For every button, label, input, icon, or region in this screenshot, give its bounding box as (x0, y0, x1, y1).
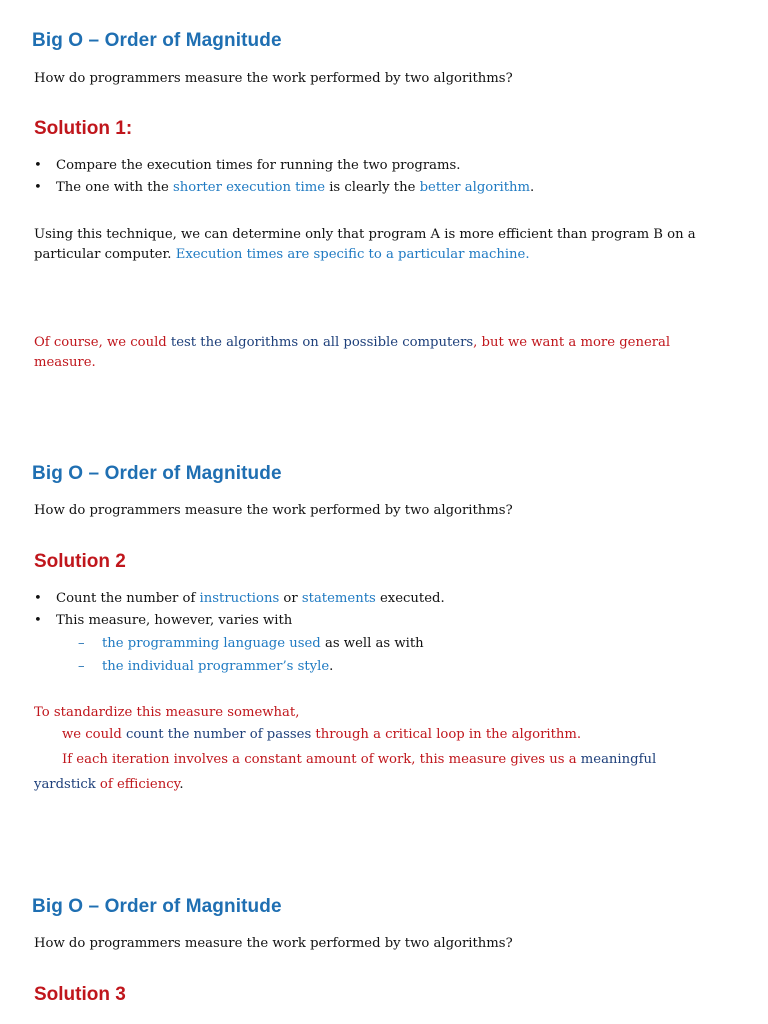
slide3-question: How do programmers measure the work performed by two algorithms? (34, 936, 513, 951)
dash-glyph: – (78, 659, 85, 674)
highlight-count-passes: count the number of passes (125, 727, 312, 742)
slide2-standardize-line-4 (34, 775, 724, 795)
slide1-title: Big O – Order of Magnitude (32, 30, 282, 51)
highlight-statements: statements (301, 591, 376, 606)
slide2-title: Big O – Order of Magnitude (32, 463, 282, 484)
slide2-bullet-1 (34, 591, 734, 606)
paragraph-text: Of course, we could (34, 335, 171, 350)
highlight-programming-language: the programming language used (102, 636, 321, 651)
bullet-text: is clearly the (325, 180, 420, 195)
bullet-text: This measure, however, varies with (56, 613, 293, 628)
dash-glyph: – (78, 636, 85, 651)
paragraph-text: through a critical loop in the algorithm. (311, 727, 582, 742)
highlight-meaningful: meaningful (580, 752, 657, 767)
bullet-text: executed. (375, 591, 445, 606)
highlight-yardstick: yardstick (34, 777, 96, 792)
slide2-solution-heading: Solution 2 (34, 551, 126, 572)
slide3-solution-heading: Solution 3 (34, 984, 126, 1005)
slide1-paragraph-2 (34, 333, 724, 373)
highlight-test-algorithms: test the algorithms on all possible computers (170, 335, 474, 350)
subbullet-text: . (329, 659, 334, 674)
bullet-text: Compare the execution times for running the two programs. (56, 158, 461, 173)
slide2-standardize-line-3 (62, 750, 752, 770)
slide1-solution-heading: Solution 1: (34, 118, 133, 139)
slide1-paragraph-1 (34, 225, 724, 265)
paragraph-text: Using this technique, we can determine only that program A is more efficient than program B on a particular computer. (34, 227, 696, 262)
highlight-better-algorithm: better algorithm (419, 180, 531, 195)
bullet-glyph: • (34, 180, 42, 195)
bullet-text: . (530, 180, 535, 195)
bullet-glyph: • (34, 613, 42, 628)
bullet-text: or (279, 591, 302, 606)
slide2-standardize-line-2 (62, 725, 752, 745)
paragraph-text: . (179, 777, 184, 792)
slide2-bullet-2 (34, 613, 734, 628)
highlight-shorter-execution-time: shorter execution time (173, 180, 325, 195)
bullet-glyph: • (34, 591, 42, 606)
bullet-text: Count the number of (56, 591, 200, 606)
slide1-bullet-2 (34, 180, 734, 195)
bullet-glyph: • (34, 158, 42, 173)
paragraph-text: , but we want a more general measure. (34, 335, 671, 370)
slide2-standardize-line-1: To standardize this measure somewhat, (34, 705, 300, 720)
paragraph-text: we could (62, 727, 126, 742)
slide2-subbullet-2 (78, 659, 333, 674)
highlight-programmer-style: the individual programmer’s style (102, 659, 330, 674)
slide2-subbullet-1 (78, 636, 424, 651)
slide1-bullet-1 (34, 158, 734, 173)
slide1-question: How do programmers measure the work performed by two algorithms? (34, 71, 513, 86)
paragraph-text: of efficiency (95, 777, 180, 792)
slide2-question: How do programmers measure the work performed by two algorithms? (34, 503, 513, 518)
bullet-text: The one with the (56, 180, 173, 195)
highlight-execution-times: Execution times are specific to a particular machine. (175, 247, 530, 262)
highlight-instructions: instructions (199, 591, 280, 606)
slide3-title: Big O – Order of Magnitude (32, 896, 282, 917)
paragraph-text: If each iteration involves a constant amount of work, this measure gives us a (62, 752, 581, 767)
subbullet-text: as well as with (320, 636, 424, 651)
